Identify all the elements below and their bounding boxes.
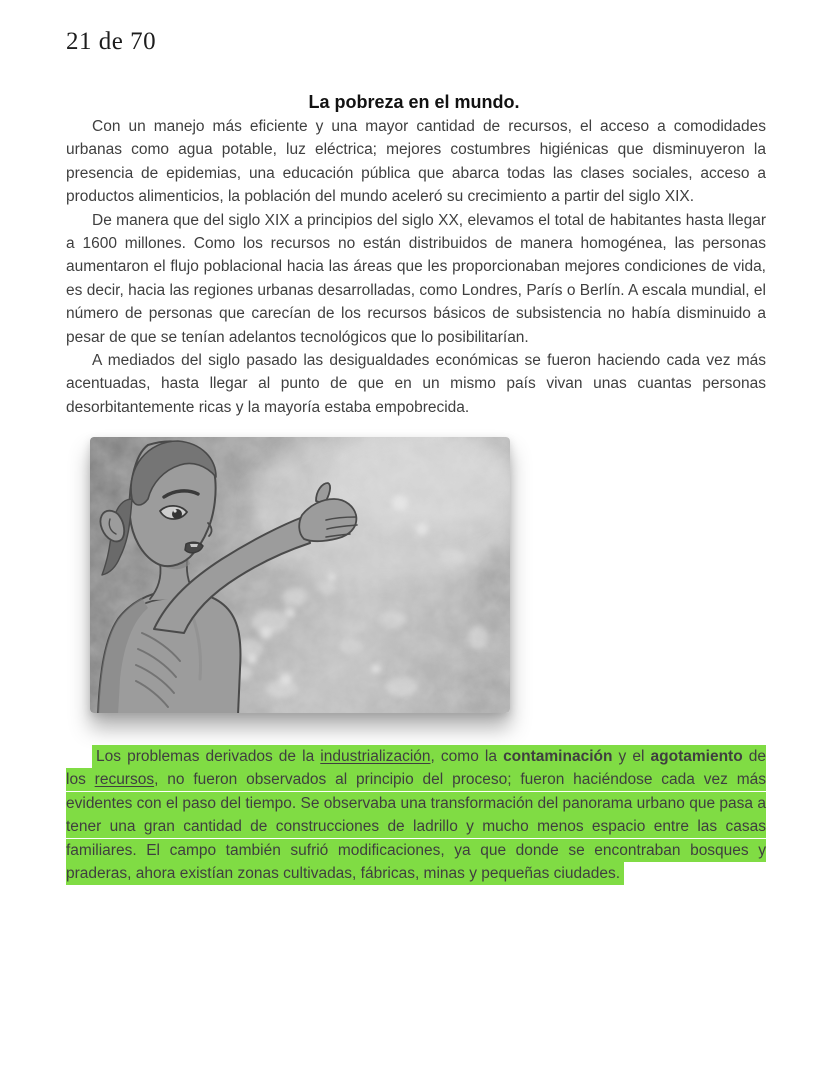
page-number: 21 de 70: [66, 28, 157, 55]
figure-malnourished-child: [90, 437, 510, 713]
highlighted-paragraph: [66, 745, 766, 885]
article-body: [66, 115, 766, 1055]
green-highlight-annotation: Los problemas derivados de la industrialización, como la contaminación y el agotamiento de los recursos, no fueron observados al principio del proceso; fueron haciéndose cada vez más evidentes con el paso del tiempo. Se observaba una transformación del panorama urbano que pasa a tener una gran cantidad de construcciones de ladrillo y mucho menos espacio entre las casas familiares. El campo también sufrió modificaciones, ya que donde se encontraban bosques y praderas, ahora existían zonas cultivadas, fábricas, minas y pequeñas ciudades.: [66, 745, 766, 885]
paragraph-2: De manera que del siglo XIX a principios del siglo XX, elevamos el total de habitantes hasta llegar a 1600 millones. Como los recursos no están distribuidos de manera homogénea, las personas aumentaron el flujo poblacional hacia las áreas que les proporcionaban mejores condiciones de vida, es decir, hacia las regiones urbanas desarrolladas, como Londres, París o Berlín. A escala mundial, el número de personas que carecían de los recursos básicos de subsistencia no había disminuido a pesar de que se tenían adelantos tecnológicos que lo posibilitarían.: [66, 211, 766, 346]
malnourished-child-illustration: [90, 437, 510, 713]
article-title: La pobreza en el mundo.: [308, 92, 520, 112]
paragraph-1: Con un manejo más eficiente y una mayor cantidad de recursos, el acceso a comodidades urbanas como agua potable, luz eléctrica; mejores costumbres higiénicas que disminuyeron la presencia de epidemias, una educación pública que abarca todas las clases sociales, acceso a productos alimenticios, la población del mundo aceleró su crecimiento a partir del siglo XIX.: [66, 118, 766, 206]
paragraph-3: A mediados del siglo pasado las desigualdades económicas se fueron haciendo cada vez más acentuadas, hasta llegar al punto de que en un mismo país vivan unas cuantas personas desorbitantemente ricas y la mayoría estaba empobrecida.: [66, 352, 766, 416]
